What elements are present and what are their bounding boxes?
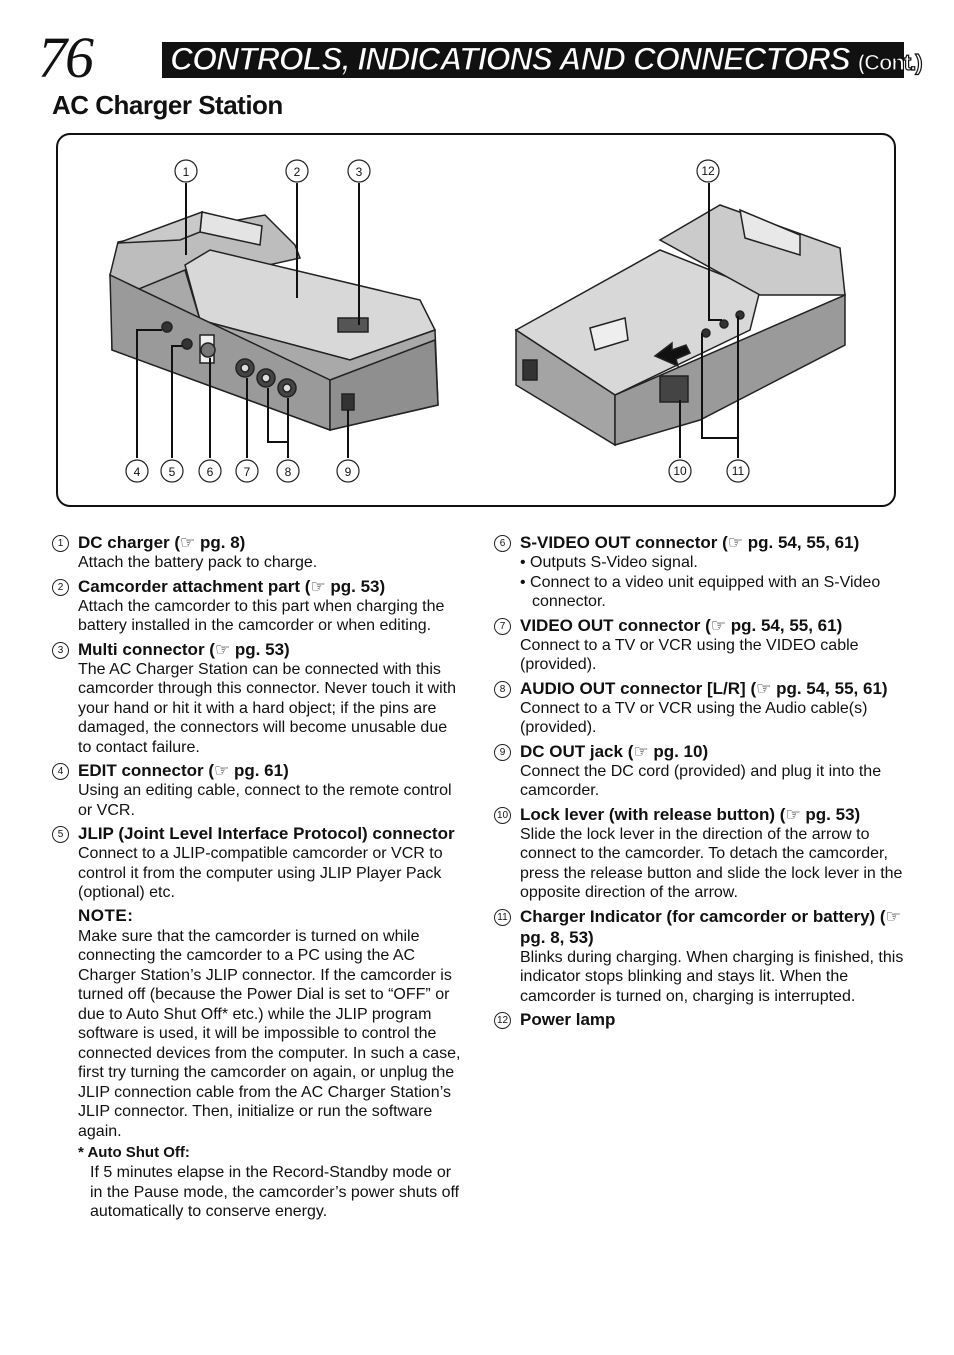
callout-8: 8 [284,465,292,479]
item-text: Slide the lock lever in the direction of the arrow to connect to the camcorder. To detach the camcorder, press the release button and slide the lock lever in the opposite direction of the arrow. [520,825,903,901]
left-column [52,532,462,1225]
item-multi-connector [52,639,462,758]
item-bullet: • Connect to a video unit equipped with an S-Video connector. [520,573,881,610]
item-number: 5 [52,826,69,843]
title-suffix: (Cont.) [857,50,922,75]
callout-7: 7 [243,465,251,479]
note-title: NOTE: [78,905,134,925]
item-title: JLIP (Joint Level Interface Protocol) connector [78,824,455,843]
auto-shut-off-text: If 5 minutes elapse in the Record-Standby mode or in the Pause mode, the camcorder’s power shuts off automatically to conserve energy. [90,1164,460,1220]
item-title: EDIT connector (☞ pg. 61) [78,761,289,780]
item-jlip-connector [52,823,462,1222]
item-text: Blinks during charging. When charging is finished, this indicator stops blinking and stays lit. When the camcorder is turned on, charging is interrupted. [520,948,904,1005]
item-number: 4 [52,763,69,780]
item-s-video-out [494,532,904,612]
item-text: Attach the battery pack to charge. [78,554,318,571]
item-video-out [494,615,904,675]
item-title: Power lamp [520,1010,616,1029]
item-title: DC charger (☞ pg. 8) [78,533,246,552]
item-number: 12 [494,1012,511,1029]
callout-3: 3 [355,165,363,179]
item-text: The AC Charger Station can be connected with this camcorder through this connector. Never touch it with your hand or hit it with a hard object; if the pins are damaged, the connectors will become unusable due to contact failure. [78,660,456,756]
callout-2: 2 [293,165,301,179]
item-number: 9 [494,744,511,761]
item-edit-connector [52,760,462,820]
item-title: Camcorder attachment part (☞ pg. 53) [78,576,386,596]
item-title: AUDIO OUT connector [L/R] (☞ pg. 54, 55, 61) [520,678,888,698]
item-title: DC OUT jack (☞ pg. 10) [520,741,709,761]
section-title: AC Charger Station [52,90,283,120]
page-number: 76 [38,25,92,90]
item-power-lamp [494,1009,904,1030]
item-number: 10 [494,807,511,824]
item-number: 1 [52,535,69,552]
item-title: S-VIDEO OUT connector (☞ pg. 54, 55, 61) [520,533,860,552]
item-audio-out [494,678,904,738]
item-text: Connect to a TV or VCR using the Audio cable(s) (provided). [520,699,868,736]
auto-shut-off-title: * Auto Shut Off: [78,1144,190,1161]
item-number: 6 [494,535,511,552]
item-number: 11 [494,909,511,926]
item-number: 3 [52,642,69,659]
item-title: Lock lever (with release button) (☞ pg. 53) [520,804,861,824]
item-title: VIDEO OUT connector (☞ pg. 54, 55, 61) [520,615,843,635]
item-number: 8 [494,681,511,698]
page-title: CONTROLS, INDICATIONS AND CONNECTORS (Cont.) [170,41,922,77]
item-text: Connect the DC cord (provided) and plug it into the camcorder. [520,762,882,799]
charger-diagram [0,0,954,520]
item-text: Using an editing cable, connect to the remote control or VCR. [78,782,452,819]
callout-10: 10 [673,464,687,478]
item-camcorder-attachment [52,576,462,636]
note-text: Make sure that the camcorder is turned on while connecting the camcorder to a PC using the AC Charger Station’s JLIP connector. If the camcorder is turned off (because the Power Dial is set to “OFF” or due to Auto Shut Off* etc.) while the JLIP program software is used, it will be impossible to control the connected devices from the computer. In such a case, first try turning the camcorder on again, or unplug the JLIP connection cable from the AC Charger Station’s JLIP connector. Then, initialize or run the software again. [78,927,461,1140]
callout-6: 6 [206,465,214,479]
item-text: Connect to a TV or VCR using the VIDEO cable (provided). [520,636,859,673]
item-title: Multi connector (☞ pg. 53) [78,639,290,659]
item-text: Attach the camcorder to this part when charging the battery installed in the camcorder or when editing. [78,597,445,634]
right-column [494,532,904,1033]
callout-1: 1 [182,165,190,179]
item-dc-out-jack [494,741,904,801]
callout-11: 11 [731,464,745,478]
charger-left-illustration [110,212,438,430]
item-bullet: • Outputs S-Video signal. [520,554,698,571]
item-number: 7 [494,618,511,635]
item-dc-charger [52,532,462,573]
item-title: Charger Indicator (for camcorder or battery) (☞ pg. 8, 53) [520,906,901,947]
item-charger-indicator [494,906,904,1007]
item-lock-lever [494,804,904,903]
item-number: 2 [52,579,69,596]
item-text: Connect to a JLIP-compatible camcorder or VCR to control it from the computer using JLIP Player Pack (optional) etc. [78,845,443,901]
callout-9: 9 [344,465,352,479]
callout-5: 5 [168,465,176,479]
callout-12: 12 [701,164,715,178]
callout-4: 4 [133,465,141,479]
